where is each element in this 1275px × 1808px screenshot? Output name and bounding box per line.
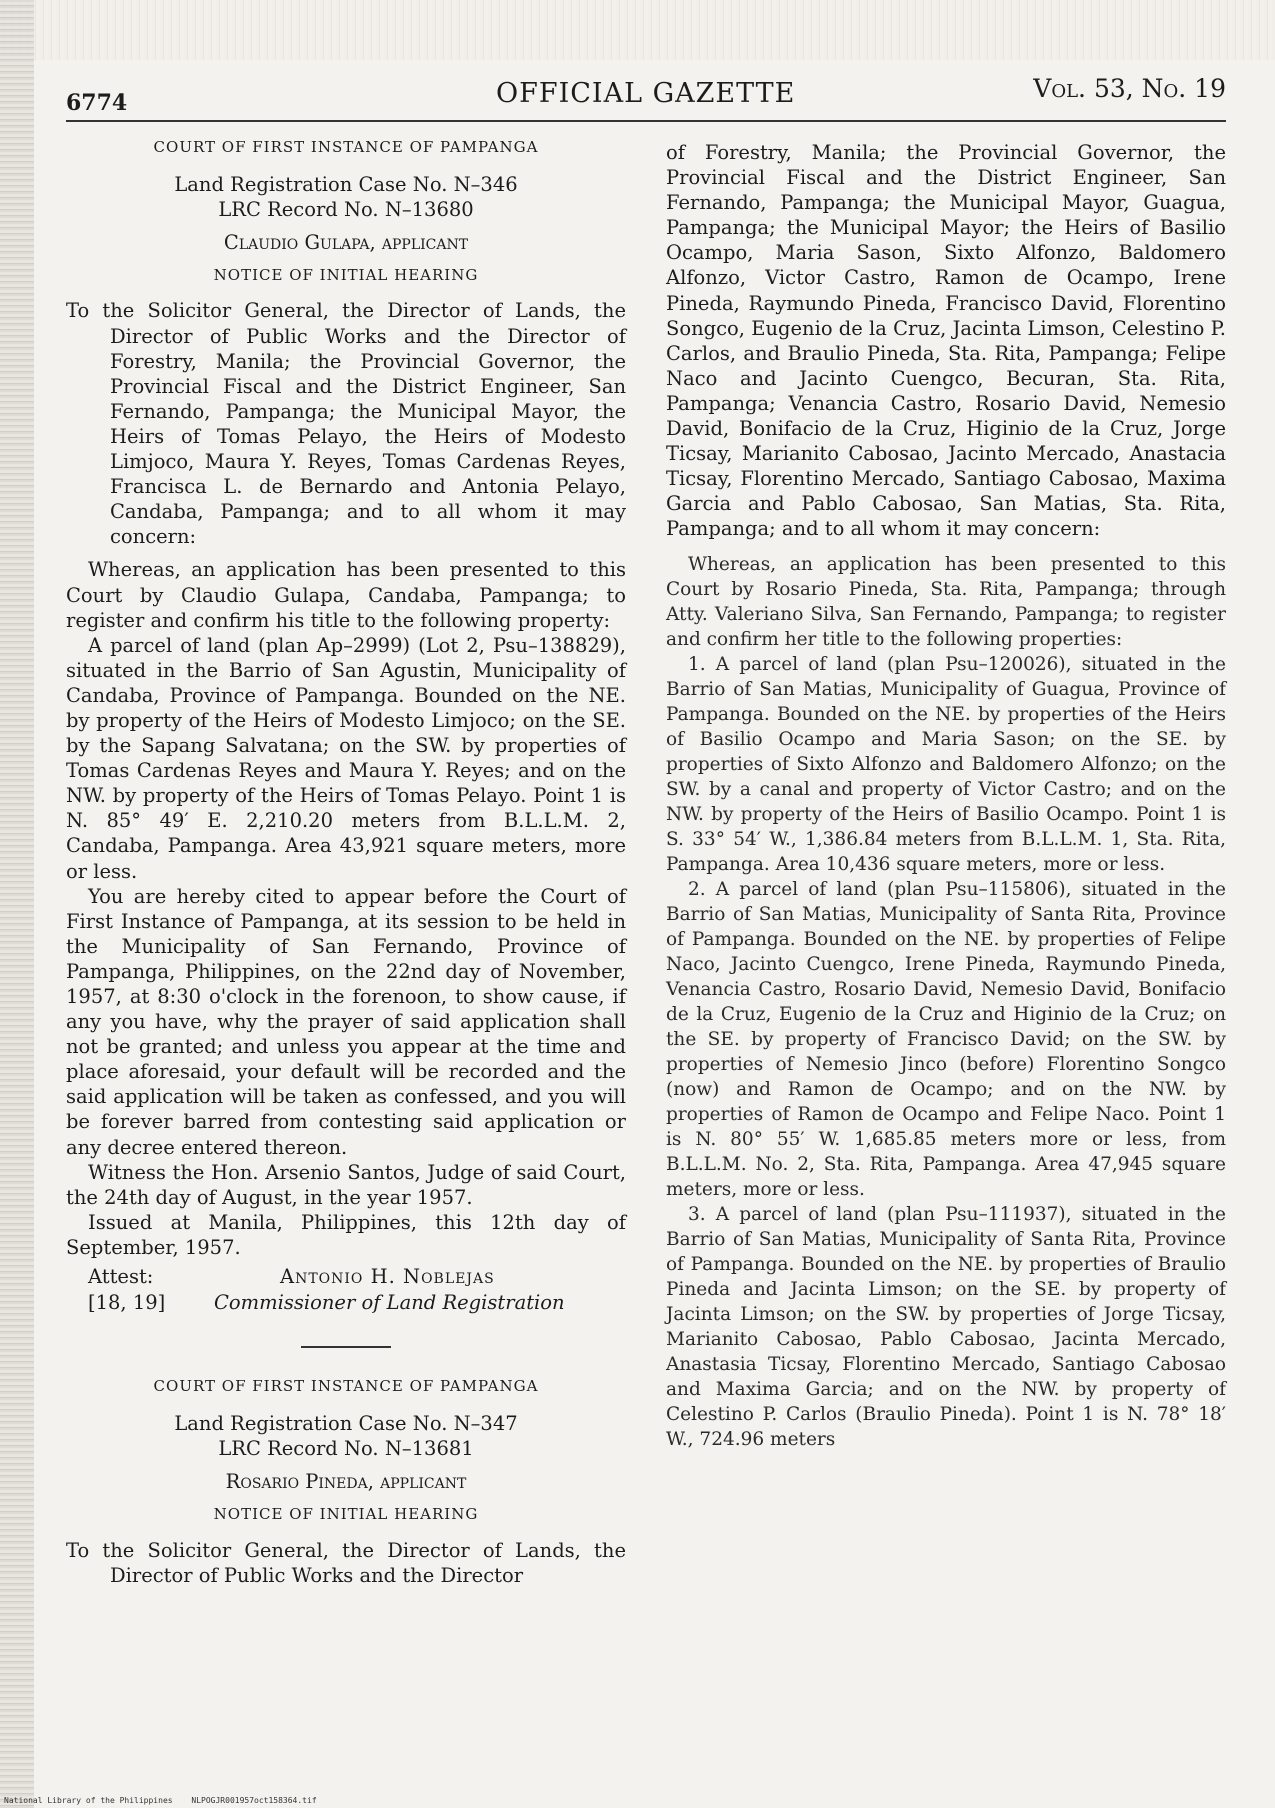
witness-paragraph: Witness the Hon. Arsenio Santos, Judge of said Court, the 24th day of August, in the year 1957. <box>66 1160 626 1209</box>
volume-label: Vol. 53, No. 19 <box>1033 74 1226 103</box>
header-rule <box>66 120 1226 122</box>
signatory-name: Antonio H. Noblejas <box>280 1265 495 1289</box>
library-credit: National Library of the Philippines <box>4 1796 173 1805</box>
notice2-body <box>666 552 1226 1452</box>
page-number: 6774 <box>66 90 128 116</box>
section-divider <box>301 1346 391 1348</box>
case-number: Land Registration Case No. N–346 <box>174 173 518 197</box>
scan-footer <box>4 1796 331 1805</box>
scan-noise-top <box>0 0 1275 60</box>
notice-title: NOTICE OF INITIAL HEARING <box>213 266 479 285</box>
addressees-2-continued: of Forestry, Manila; the Provincial Governor, the Provincial Fiscal and the District Engineer, San Fernando, Pampanga; the Municipal Mayor, Guagua, Pampanga; the Municipal Mayor; the Heirs of Basilio Ocampo, Maria Sason, Sixto Alfonzo, Baldomero Alfonzo, Victor Castro, Ramon de Ocampo, Irene Pineda, Raymundo Pineda, Francisco David, Florentino Songco, Eugenio de la Cruz, Jacinta Limson, Celestino P. Carlos, and Braulio Pineda, Sta. Rita, Pampanga; Felipe Naco and Jacinto Cuengco, Becuran, Sta. Rita, Pampanga; Venancia Castro, Rosario David, Nemesio David, Bonifacio de la Cruz, Higinio de la Cruz, Jorge Ticsay, Marianito Cabosao, Jacinto Mercado, Anastacia Ticsay, Florentino Mercado, Santiago Cabosao, Maxima Garcia and Pablo Cabosao, San Matias, Sta. Rita, Pampanga; and to all whom it may concern: <box>666 141 1226 541</box>
applicant-name: Claudio Gulapa, applicant <box>223 231 469 255</box>
parcel-description: A parcel of land (plan Ap–2999) (Lot 2, Psu–138829), situated in the Barrio of San Agustin, Municipality of Candaba, Province of Pampanga. Bounded on the NE. by property of the Heirs of Modesto Limjoco; on the SE. by the Sapang Salvatana; on the SW. by properties of Tomas Cardenas Reyes and Maura Y. Reyes; and on the NW. by property of the Heirs of Tomas Pelayo. Point 1 is N. 85° 49′ E. 2,210.20 meters from B.L.L.M. 2, Candaba, Pampanga. Area 43,921 square meters, more or less. <box>66 633 626 883</box>
applicant-name-2: Rosario Pineda, applicant <box>225 1470 467 1494</box>
issued-paragraph: Issued at Manila, Philippines, this 12th day of September, 1957. <box>66 1210 626 1259</box>
parcel-3: 3. A parcel of land (plan Psu–111937), situated in the Barrio of San Matias, Municipality of Santa Rita, Province of Pampanga. Bounded on the NE. by properties of Braulio Pineda and Jacinta Limson; on the SE. by property of Jacinta Limson; on the SW. by properties of Jorge Ticsay, Marianito Cabosao, Pablo Cabosao, Jacinta Mercado, Anastasia Ticsay, Florentino Mercado, Santiago Cabosao and Maxima Garcia; and on the NW. by property of Celestino P. Carlos (Braulio Pineda). Point 1 is N. 78° 18′ W., 724.96 meters <box>666 1203 1226 1450</box>
record-number-2: LRC Record No. N–13681 <box>218 1437 474 1461</box>
issue-reference: [18, 19] <box>88 1291 166 1315</box>
addressees-2-start: To the Solicitor General, the Director of Lands, the Director of Public Works and the Director <box>66 1538 626 1587</box>
whereas-paragraph-2: Whereas, an application has been presented to this Court by Rosario Pineda, Sta. Rita, Pampanga; through Atty. Valeriano Silva, San Fernando, Pampanga; to register and confirm her title to the following properties: <box>666 553 1226 650</box>
whereas-paragraph: Whereas, an application has been presented to this Court by Claudio Gulapa, Candaba, Pampanga; to register and confirm his title to the following property: <box>66 558 626 632</box>
addressees: To the Solicitor General, the Director of Lands, the Director of Public Works and the Director of Forestry, Manila; the Provincial Governor, the Provincial Fiscal and the District Engineer, San Fernando, Pampanga; the Municipal Mayor, the Heirs of Tomas Pelayo, the Heirs of Modesto Limjoco, Maura Y. Reyes, Tomas Cardenas Reyes, Francisca L. de Bernardo and Antonia Pelayo, Candaba, Pampanga; and to all whom it may concern: <box>66 299 626 549</box>
court-heading: COURT OF FIRST INSTANCE OF PAMPANGA <box>153 138 539 156</box>
scan-filename: NLPOGJR001957oct158364.tif <box>191 1796 317 1805</box>
scan-noise-left <box>0 0 34 1808</box>
citation-paragraph: You are hereby cited to appear before the Court of First Instance of Pampanga, at its session to be held in the Municipality of San Fernando, Province of Pampanga, Philippines, on the 22nd day of November, 1957, at 8:30 o'clock in the forenoon, to show cause, if any you have, why the prayer of said application shall not be granted; and unless you appear at the time and place aforesaid, your default will be recorded and the said application will be taken as confessed, and you will be forever barred from contesting said application or any decree entered thereon. <box>66 884 626 1159</box>
case-number-2: Land Registration Case No. N–347 <box>174 1412 518 1436</box>
parcel-1: 1. A parcel of land (plan Psu–120026), situated in the Barrio of San Matias, Municipality of Guagua, Province of Pampanga. Bounded on the NE. by properties of the Heirs of Basilio Ocampo and Maria Sason; on the SE. by properties of Sixto Alfonzo and Baldomero Alfonzo; on the SW. by a canal and property of Victor Castro; and on the NW. by property of the Heirs of Basilio Ocampo. Point 1 is S. 33° 54′ W., 1,386.84 meters from B.L.L.M. 1, Sta. Rita, Pampanga. Area 10,436 square meters, more or less. <box>666 653 1226 875</box>
parcel-2: 2. A parcel of land (plan Psu–115806), situated in the Barrio of San Matias, Municipality of Santa Rita, Province of Pampanga. Bounded on the NE. by properties of Felipe Naco, Jacinto Cuengco, Irene Pineda, Raymundo Pineda, Venancia Castro, Rosario David, Nemesio David, Bonifacio de la Cruz, Eugenio de la Cruz and Higinio de la Cruz; on the SE. by property of Francisco David; on the SW. by properties of Nemesio Jinco (before) Florentino Songco (now) and Ramon de Ocampo; and on the NW. by properties of Ramon de Ocampo and Felipe Naco. Point 1 is N. 80° 55′ W. 1,685.85 meters more or less, from B.L.L.M. No. 2, Sta. Rita, Pampanga. Area 47,945 square meters, more or less. <box>666 878 1226 1200</box>
left-column <box>66 135 626 1596</box>
signatory-title: Commissioner of Land Registration <box>214 1291 565 1315</box>
court-heading-2: COURT OF FIRST INSTANCE OF PAMPANGA <box>153 1377 539 1396</box>
attestation <box>66 1264 626 1322</box>
notice-title-2: NOTICE OF INITIAL HEARING <box>213 1505 479 1524</box>
page-header <box>66 72 1226 116</box>
publication-title: OFFICIAL GAZETTE <box>496 78 796 109</box>
attest-label: Attest: <box>88 1265 154 1289</box>
record-number: LRC Record No. N–13680 <box>218 198 474 222</box>
right-column <box>666 140 1226 1452</box>
